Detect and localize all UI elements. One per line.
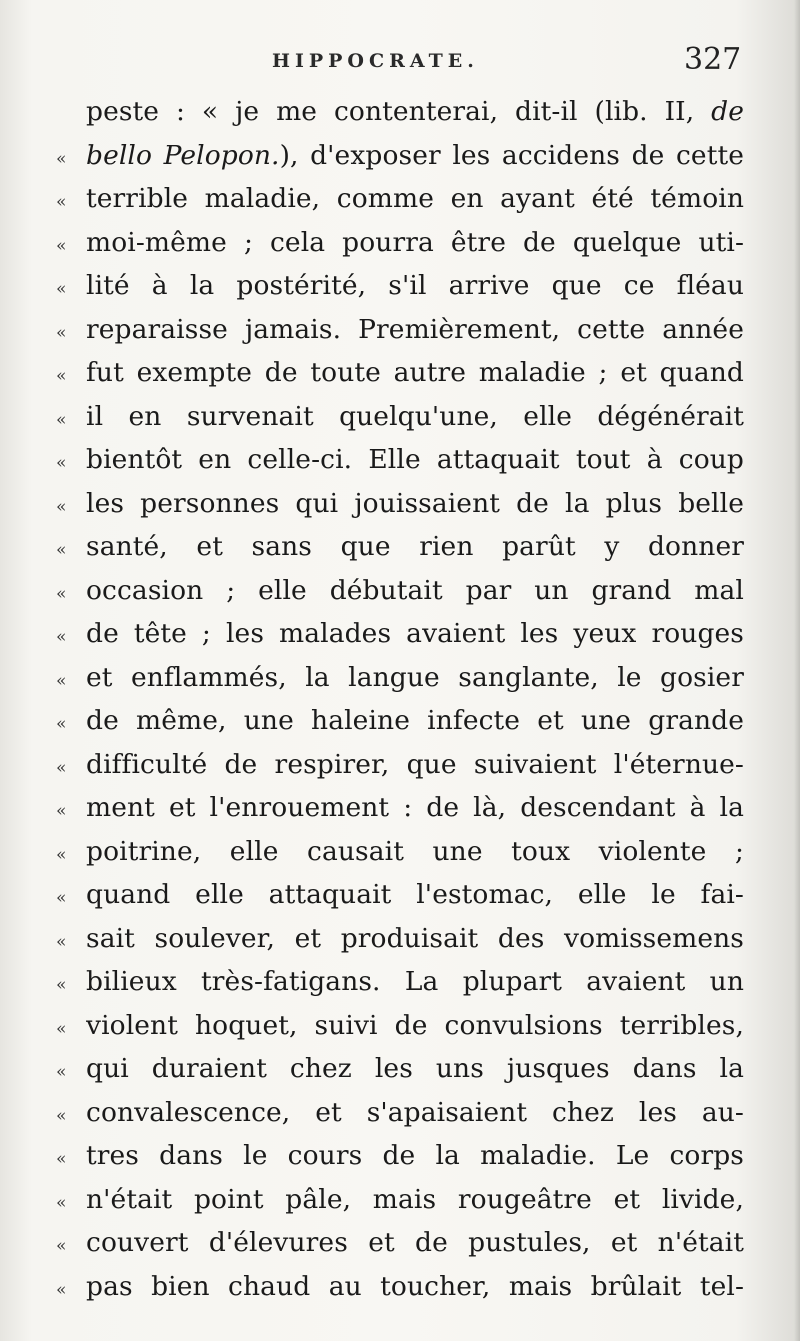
quote-mark: « xyxy=(56,409,67,430)
quote-mark: « xyxy=(56,148,67,169)
text-line xyxy=(54,444,744,488)
quote-mark: « xyxy=(56,1236,67,1256)
line-text: il en survenait quelqu'une, elle dégénérait xyxy=(86,400,744,432)
line-text: tres dans le cours de la maladie. Le corps xyxy=(86,1140,744,1171)
line-text: qui duraient chez les uns jusques dans la xyxy=(86,1053,744,1084)
text-line xyxy=(54,531,744,575)
quote-mark: « xyxy=(56,1062,67,1082)
line-text: reparaisse jamais. Premièrement, cette année xyxy=(86,313,744,345)
quote-mark: « xyxy=(56,1192,67,1213)
text-line xyxy=(54,923,744,967)
line-text: bello Pelopon.), d'exposer les accidens de cette xyxy=(86,139,744,171)
text-line xyxy=(54,357,744,401)
text-line xyxy=(54,705,744,749)
quote-mark: « xyxy=(56,801,67,821)
line-text: de même, une haleine infecte et une grande xyxy=(86,705,744,736)
quote-mark: « xyxy=(56,757,67,778)
text-line xyxy=(54,879,744,923)
quote-mark: « xyxy=(56,322,67,343)
quote-mark: « xyxy=(56,670,67,691)
running-head: HIPPOCRATE. xyxy=(272,50,479,72)
line-text: fut exempte de toute autre maladie ; et quand xyxy=(86,357,744,388)
text-line xyxy=(54,575,744,619)
quote-mark: « xyxy=(56,192,67,212)
text-line xyxy=(54,270,744,314)
quote-mark: « xyxy=(56,1105,67,1126)
text-line xyxy=(54,96,744,140)
line-text: bientôt en celle-ci. Elle attaquait tout à coup xyxy=(86,444,744,475)
line-text: moi-même ; cela pourra être de quelque uti- xyxy=(86,226,744,258)
text-line xyxy=(54,836,744,880)
text-line xyxy=(54,792,744,836)
text-line xyxy=(54,488,744,532)
quote-mark: « xyxy=(56,1018,67,1039)
page-number: 327 xyxy=(684,42,742,77)
text-line xyxy=(54,140,744,184)
text-line xyxy=(54,662,744,706)
line-text: quand elle attaquait l'estomac, elle le fai- xyxy=(86,879,744,910)
line-text: bilieux très-fatigans. La plupart avaient un xyxy=(86,966,744,997)
text-line xyxy=(54,1140,744,1184)
quote-mark: « xyxy=(56,627,67,647)
line-text: occasion ; elle débutait par un grand mal xyxy=(86,574,744,606)
text-line xyxy=(54,1097,744,1141)
line-text: convalescence, et s'apaisaient chez les au- xyxy=(86,1096,744,1128)
text-line xyxy=(54,314,744,358)
quote-mark: « xyxy=(56,496,67,517)
text-line xyxy=(54,966,744,1010)
line-text: n'était point pâle, mais rougeâtre et livide, xyxy=(86,1183,744,1215)
quote-mark: « xyxy=(56,714,67,734)
line-text: ment et l'enrouement : de là, descendant à la xyxy=(86,792,744,823)
line-text: couvert d'élevures et de pustules, et n'était xyxy=(86,1227,744,1258)
quote-mark: « xyxy=(56,235,67,256)
quote-mark: « xyxy=(56,583,67,604)
line-text: les personnes qui jouissaient de la plus belle xyxy=(86,487,744,519)
quote-mark: « xyxy=(56,540,67,560)
quote-mark: « xyxy=(56,888,67,908)
line-text: santé, et sans que rien parût y donner xyxy=(86,531,744,562)
text-line xyxy=(54,1271,744,1315)
quote-mark: « xyxy=(56,1149,67,1169)
line-text: lité à la postérité, s'il arrive que ce fléau xyxy=(86,270,744,301)
text-line xyxy=(54,1184,744,1228)
text-line xyxy=(54,618,744,662)
text-line xyxy=(54,183,744,227)
text-line xyxy=(54,749,744,793)
text-line xyxy=(54,1227,744,1271)
body-text xyxy=(54,96,744,1314)
line-text: difficulté de respirer, que suivaient l'éternue- xyxy=(86,748,744,780)
page-header xyxy=(0,42,800,82)
quote-mark: « xyxy=(56,453,67,473)
quote-mark: « xyxy=(56,844,67,865)
text-line xyxy=(54,401,744,445)
line-text: peste : « je me contenterai, dit-il (lib. II, de xyxy=(86,96,744,127)
quote-mark: « xyxy=(56,975,67,995)
text-line xyxy=(54,1053,744,1097)
quote-mark: « xyxy=(56,366,67,386)
line-text: et enflammés, la langue sanglante, le gosier xyxy=(86,661,744,693)
line-text: violent hoquet, suivi de convulsions terribles, xyxy=(86,1009,744,1041)
quote-mark: « xyxy=(56,1279,67,1300)
text-line xyxy=(54,227,744,271)
quote-mark: « xyxy=(56,279,67,299)
line-text: pas bien chaud au toucher, mais brûlait tel- xyxy=(86,1270,744,1302)
line-text: poitrine, elle causait une toux violente ; xyxy=(86,835,744,867)
quote-mark: « xyxy=(56,931,67,952)
line-text: de tête ; les malades avaient les yeux rouges xyxy=(86,618,744,649)
line-text: sait soulever, et produisait des vomissemens xyxy=(86,922,744,954)
line-text: terrible maladie, comme en ayant été témoin xyxy=(86,183,744,214)
text-line xyxy=(54,1010,744,1054)
